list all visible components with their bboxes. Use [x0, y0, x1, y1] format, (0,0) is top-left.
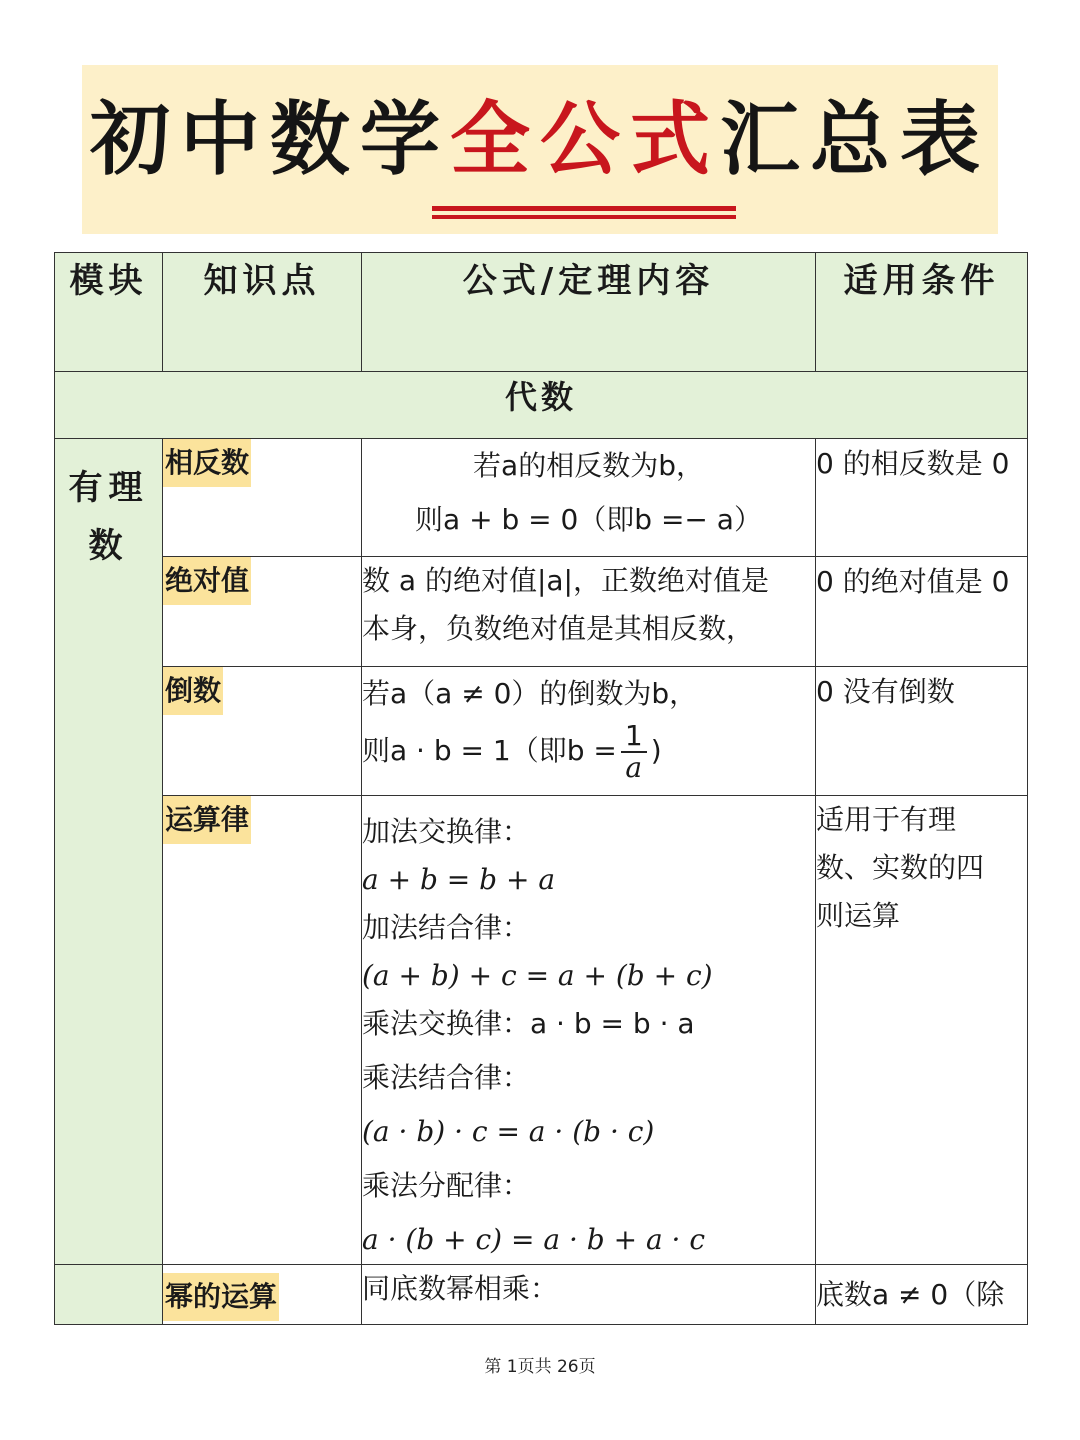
condition-line: 0 没有倒数 [816, 675, 955, 708]
section-title: 代数 [55, 372, 1028, 439]
formula-text: 则a · b = 1（即b = [362, 734, 617, 767]
page-title [0, 93, 1080, 186]
formula-cell [362, 557, 816, 667]
title-underline-bottom [432, 215, 736, 219]
formula-table [54, 252, 1028, 1325]
condition-line: 0 的相反数是 0 [816, 447, 1010, 480]
formula-line: a + b = b + a [362, 863, 556, 896]
formula-line: 本身，负数绝对值是其相反数， [362, 612, 755, 645]
formula-line: 若a（a ≠ 0）的倒数为b， [362, 677, 698, 710]
condition-line: 数、实数的四 [816, 851, 985, 884]
topic-label: 相反数 [163, 439, 251, 487]
formula-line: 同底数幂相乘： [362, 1272, 559, 1305]
topic-cell [163, 557, 362, 667]
fraction-denominator: a [625, 751, 643, 784]
fraction [621, 721, 647, 783]
table-row [55, 439, 1028, 557]
formula-line: 乘法分配律： [362, 1169, 531, 1202]
module-label: 有理数 [68, 468, 149, 566]
topic-label: 运算律 [163, 796, 251, 844]
table-row [55, 557, 1028, 667]
header-condition: 适用条件 [816, 253, 1028, 372]
topic-cell [163, 667, 362, 796]
condition-cell [816, 557, 1028, 667]
condition-line: 适用于有理 [816, 803, 957, 836]
formula-line: 加法交换律： [362, 815, 531, 848]
topic-cell [163, 796, 362, 1265]
formula-line: 加法结合律： [362, 911, 531, 944]
table-row [55, 667, 1028, 796]
condition-cell [816, 667, 1028, 796]
condition-cell [816, 796, 1028, 1265]
formula-line: (a + b) + c = a + (b + c) [362, 959, 713, 992]
fraction-numerator: 1 [621, 721, 647, 753]
condition-line: 0 的绝对值是 0 [816, 565, 1010, 598]
condition-cell [816, 1265, 1028, 1325]
module-cell-empty [55, 1265, 163, 1325]
table-row [55, 796, 1028, 1265]
module-cell [55, 439, 163, 1265]
table-row [55, 1265, 1028, 1325]
header-topic: 知识点 [163, 253, 362, 372]
formula-cell [362, 667, 816, 796]
condition-cell [816, 439, 1028, 557]
formula-line [362, 721, 815, 783]
title-part-2-highlight: 全公式 [450, 93, 720, 186]
section-row [55, 372, 1028, 439]
formula-line: 乘法结合律： [362, 1061, 531, 1094]
formula-line: 乘法交换律：a · b = b · a [362, 1007, 695, 1040]
topic-cell [163, 1265, 362, 1325]
formula-text: ) [650, 734, 662, 767]
formula-line: a · (b + c) = a · b + a · c [362, 1223, 706, 1256]
formula-cell [362, 796, 816, 1265]
topic-label: 绝对值 [163, 557, 251, 605]
table-header-row [55, 253, 1028, 372]
topic-cell [163, 439, 362, 557]
formula-line: 若a的相反数为b， [473, 449, 704, 482]
formula-cell [362, 439, 816, 557]
title-part-3: 汇总表 [720, 93, 990, 186]
topic-label: 倒数 [163, 667, 223, 715]
header-module: 模块 [55, 253, 163, 372]
topic-label: 幂的运算 [163, 1273, 279, 1321]
title-part-1: 初中数学 [90, 93, 450, 186]
title-underline-top [432, 206, 736, 211]
condition-line: 则运算 [816, 899, 901, 932]
page-footer: 第 1页共 26页 [484, 1357, 596, 1377]
formula-line: 则a + b = 0（即b =− a） [415, 503, 762, 536]
condition-line: 底数a ≠ 0（除 [816, 1278, 1005, 1311]
formula-line: (a · b) · c = a · (b · c) [362, 1115, 655, 1148]
formula-line: 数 a 的绝对值|a|，正数绝对值是 [362, 564, 769, 597]
formula-cell [362, 1265, 816, 1325]
header-formula: 公式/定理内容 [362, 253, 816, 372]
